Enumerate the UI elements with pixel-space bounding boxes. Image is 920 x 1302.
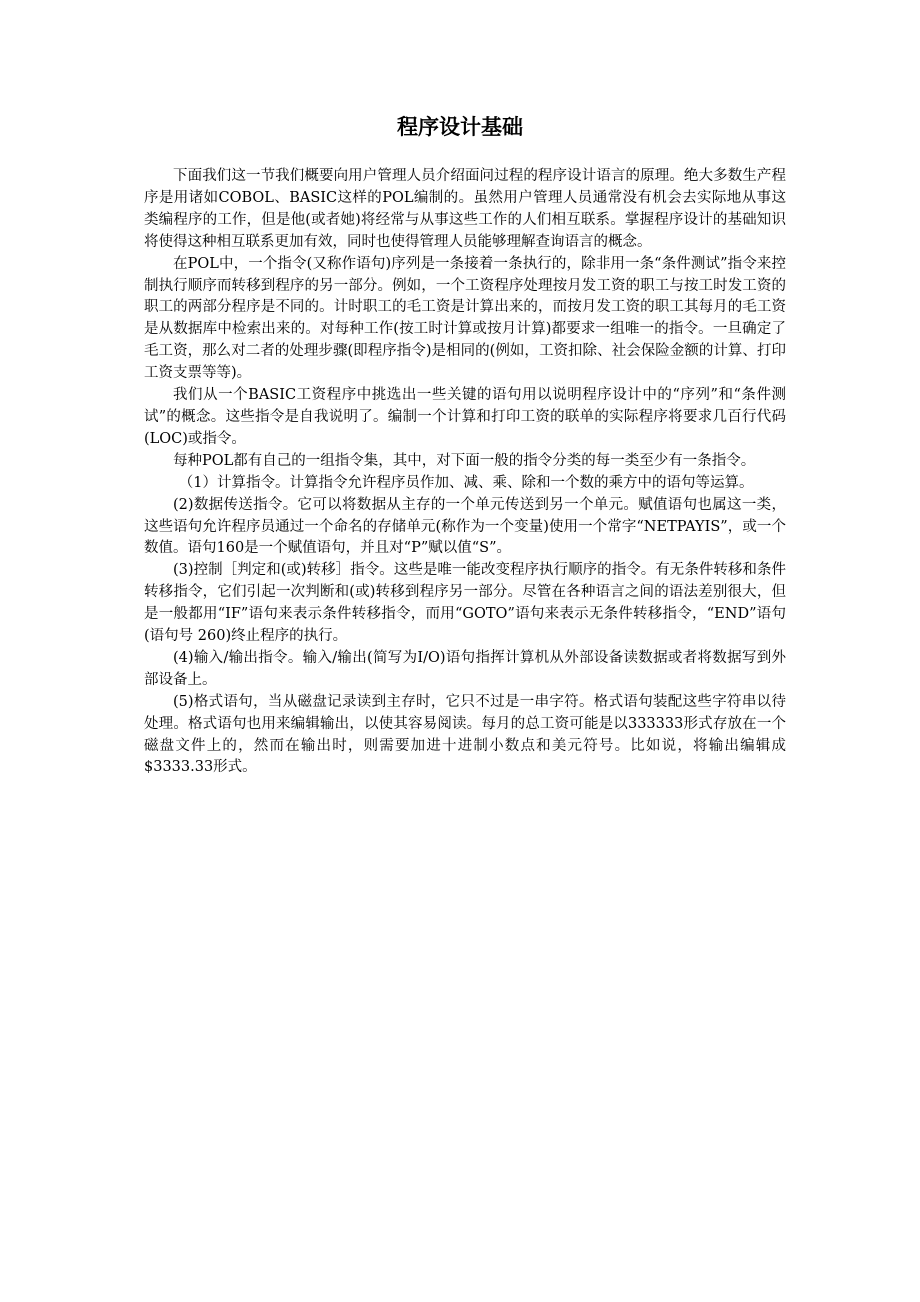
paragraph-item-2-data-transfer: (2)数据传送指令。它可以将数据从主存的一个单元传送到另一个单元。赋值语句也属这一类，这些语句允许程序员通过一个命名的存储单元(称作为一个变量)使用一个常字“NETPAYIS”，或一个数值。语句160是一个赋值语句，并且对“P”赋以值“S”。 — [144, 496, 786, 557]
paragraph-item-4-io: (4)输入/输出指令。输入/输出(简写为I/O)语句指挥计算机从外部设备读数据或者将数据写到外部设备上。 — [144, 649, 786, 688]
paragraph-item-3-control: (3)控制［判定和(或)转移］指令。这些是唯一能改变程序执行顺序的指令。有无条件转移和条件转移指令，它们引起一次判断和(或)转移到程序另一部分。尽管在各种语言之间的语法差别很大，但是一般都用“IF”语句来表示条件转移指令，而用“GOTO”语句来表示无条件转移指令，“END”语句(语句号 260)终止程序的执行。 — [144, 562, 786, 645]
paragraph-item-5-format: (5)格式语句，当从磁盘记录读到主存时，它只不过是一串字符。格式语句装配这些字符串以待处理。格式语句也用来编辑输出，以使其容易阅读。每月的总工资可能是以333333形式存放在一个磁盘文件上的，然而在输出时，则需要加进十进制小数点和美元符号。比如说，将输出编辑成$3333.33形式。 — [144, 693, 786, 776]
paragraph-intro: 下面我们这一节我们概要向用户管理人员介绍面问过程的程序设计语言的原理。绝大多数生产程序是用诸如COBOL、BASIC这样的POL编制的。虽然用户管理人员通常没有机会去实际地从事这类编程序的工作，但是他(或者她)将经常与从事这些工作的人们相互联系。掌握程序设计的基础知识将使得这种相互联系更加有效，同时也使得管理人员能够理解查询语言的概念。 — [144, 168, 786, 250]
paragraph-basic-example: 我们从一个BASIC工资程序中挑选出一些关键的语句用以说明程序设计中的“序列”和“条件测试”的概念。这些指令是自我说明了。编制一个计算和打印工资的联单的实际程序将要求几百行代码(LOC)或指令。 — [144, 387, 786, 447]
paragraph-item-1-computation: （1）计算指令。计算指令允许程序员作加、减、乘、除和一个数的乘方中的语句等运算。 — [178, 474, 754, 491]
document-body — [144, 166, 786, 779]
paragraph-sequence: 在POL中，一个指令(又称作语句)序列是一条接着一条执行的，除非用一条“条件测试”指令来控制执行顺序而转移到程序的另一部分。例如，一个工资程序处理按月发工资的职工与按工时发工资的职工的两部分程序是不同的。计时职工的毛工资是计算出来的，而按月发工资的职工其每月的毛工资是从数据库中检索出来的。对每种工作(按工时计算或按月计算)都要求一组唯一的指令。一旦确定了毛工资，那么对二者的处理步骤(即程序指令)是相同的(例如，工资扣除、社会保险金额的计算、打印工资支票等等)。 — [144, 255, 786, 382]
paragraph-instruction-set: 每种POL都有自己的一组指令集，其中，对下面一般的指令分类的每一类至少有一条指令。 — [173, 452, 756, 469]
document-title: 程序设计基础 — [397, 115, 523, 139]
